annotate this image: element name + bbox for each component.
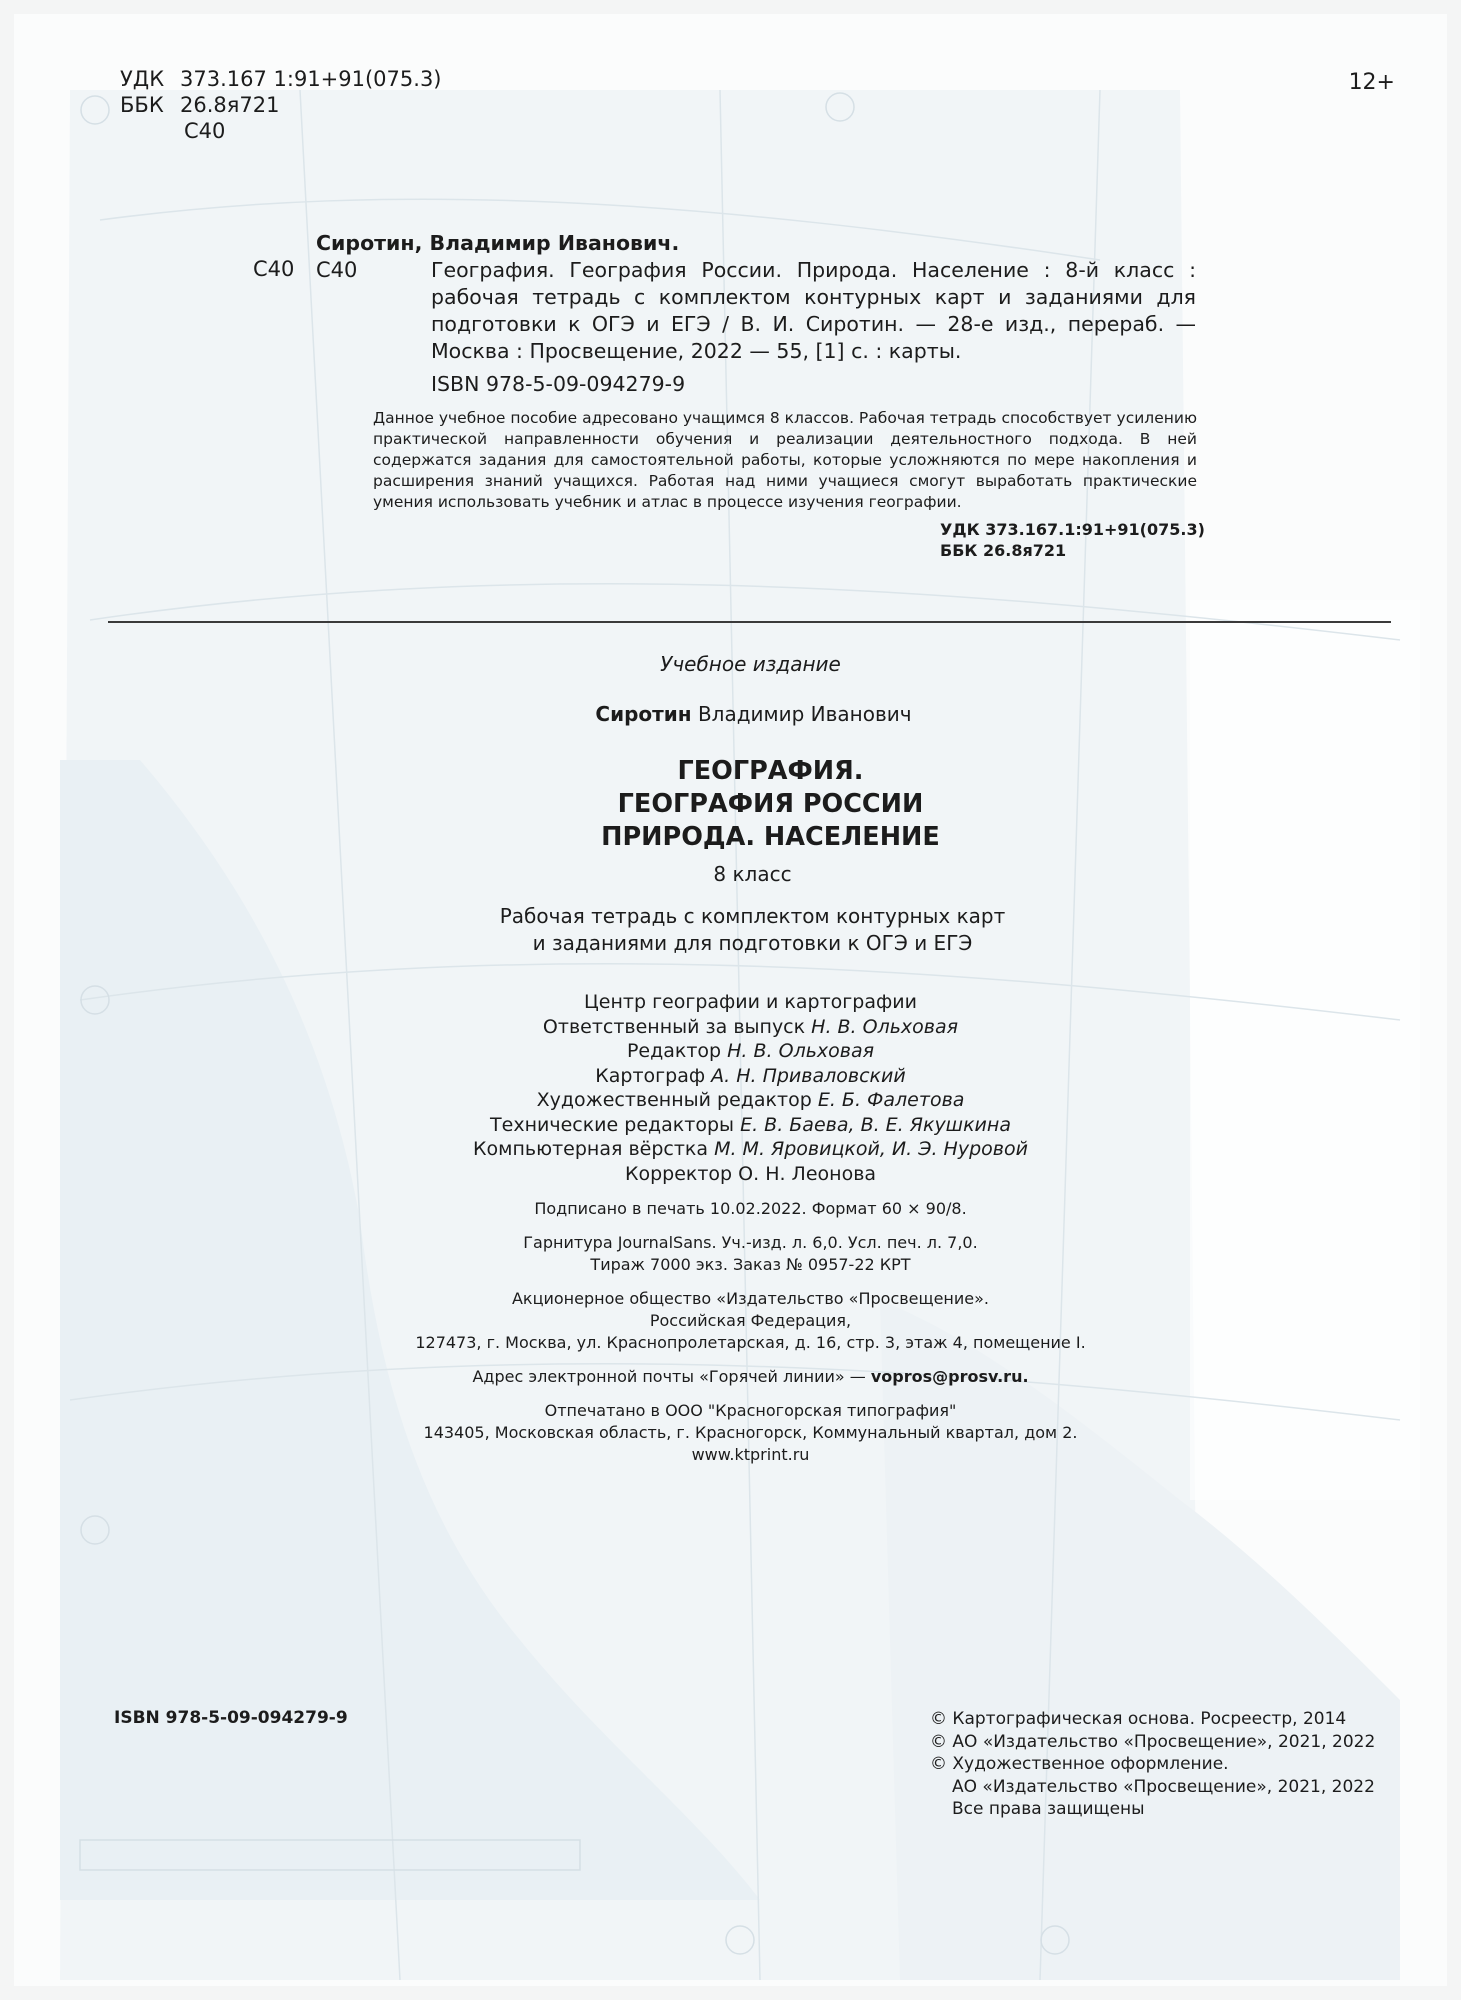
credit-cartographer-name: А. Н. Приваловский bbox=[711, 1064, 906, 1087]
print-publisher: Акционерное общество «Издательство «Просвещение». bbox=[511, 1289, 990, 1308]
print-hotline bbox=[20, 1366, 1461, 1388]
spacer bbox=[20, 1354, 1461, 1366]
title-line-3: ПРИРОДА. НАСЕЛЕНИЕ bbox=[601, 822, 940, 852]
credit-responsible-name: Н. В. Ольховая bbox=[811, 1015, 959, 1038]
annotation-text: Данное учебное пособие адресовано учащимся 8 классов. Рабочая тетрадь способствует усилению практической направленности обучения и реализации деятельностного подхода. В ней содержатся задания для самостоятельной работы, которые усложняются по мере накопления и расширения знаний учащихся. Работая над ними учащиеся смогут выработать практические умения использовать учебник и атлас в процессе изучения географии. bbox=[373, 409, 1197, 511]
credit-tech-editors bbox=[20, 1113, 1461, 1138]
print-signed: Подписано в печать 10.02.2022. Формат 60 × 90/8. bbox=[534, 1199, 967, 1218]
credit-tech-editors-label: Технические редакторы bbox=[490, 1113, 735, 1136]
print-printed-by: Отпечатано в ООО "Красногорская типография" bbox=[544, 1401, 957, 1420]
title-line-2: ГЕОГРАФИЯ РОССИИ bbox=[617, 789, 924, 819]
credit-layout-label: Компьютерная вёрстка bbox=[473, 1138, 709, 1160]
bbk-label: ББК bbox=[120, 93, 164, 117]
copyright-line-2: © АО «Издательство «Просвещение», 2021, 2022 bbox=[930, 1731, 1376, 1752]
author-sign: С40 bbox=[184, 119, 226, 143]
copyright-line-4: АО «Издательство «Просвещение», 2021, 2022 bbox=[952, 1776, 1375, 1797]
age-rating: 12+ bbox=[1348, 70, 1395, 95]
author-surname: Сиротин bbox=[595, 702, 692, 726]
credit-proofreader bbox=[20, 1162, 1461, 1187]
udk-value: 373.167 1:91+91(075.3) bbox=[180, 67, 442, 91]
print-info-block bbox=[0, 1198, 1461, 1466]
catalog-code-left: С40 bbox=[253, 257, 295, 281]
credits-block bbox=[0, 990, 1461, 1186]
credit-editor bbox=[20, 1039, 1461, 1064]
edition-author bbox=[0, 702, 1461, 726]
credit-layout-name: М. М. Яровицкой, И. Э. Нуровой bbox=[714, 1138, 1028, 1160]
record-description-block bbox=[316, 257, 1196, 398]
book-title bbox=[0, 755, 1461, 854]
record-author: Сиротин, Владимир Иванович. bbox=[316, 231, 680, 255]
credit-proofreader-name: О. Н. Леонова bbox=[738, 1162, 877, 1185]
record-catalog-code: С40 bbox=[316, 258, 358, 282]
print-country: Российская Федерация, bbox=[649, 1311, 852, 1330]
print-typeface: Гарнитура JournalSans. Уч.-изд. л. 6,0. Усл. печ. л. 7,0. bbox=[523, 1233, 978, 1252]
credit-proofreader-label: Корректор bbox=[624, 1162, 733, 1185]
credit-cartographer-label: Картограф bbox=[595, 1064, 706, 1087]
rights-reserved: Все права защищены bbox=[952, 1799, 1145, 1819]
print-run: Тираж 7000 экз. Заказ № 0957-22 КРТ bbox=[590, 1255, 911, 1274]
hotline-email-link[interactable]: vopros@prosv.ru. bbox=[870, 1367, 1029, 1386]
spacer bbox=[20, 1276, 1461, 1288]
record-isbn: ISBN 978-5-09-094279-9 bbox=[431, 372, 686, 396]
record-description: География. География России. Природа. Население : 8-й класс : рабочая тетрадь с комплектом контурных карт и заданиями для подготовки к ОГЭ и ЕГЭ / В. И. Сиротин. — 28-е изд., перераб. — Москва : Просвещение, 2022 — 55, [1] с. : карты. bbox=[431, 258, 1196, 363]
credit-tech-editors-name: Е. В. Баева, В. Е. Якушкина bbox=[740, 1113, 1011, 1136]
credit-responsible-label: Ответственный за выпуск bbox=[542, 1015, 806, 1038]
print-printer-address: 143405, Московская область, г. Красногорск, Коммунальный квартал, дом 2. bbox=[423, 1423, 1078, 1442]
annotation-codes bbox=[940, 519, 1205, 561]
print-printer-site-link[interactable]: www.ktprint.ru bbox=[691, 1445, 810, 1464]
copyright-block bbox=[930, 1708, 1375, 1821]
bibliographic-record bbox=[316, 230, 1196, 282]
credit-art-editor-name: Е. Б. Фалетова bbox=[817, 1089, 965, 1111]
hotline-label: Адрес электронной почты «Горячей линии» — bbox=[472, 1367, 866, 1386]
grade-label: 8 класс bbox=[713, 862, 792, 886]
annotation-udk: УДК 373.167.1:91+91(075.3) bbox=[940, 520, 1205, 539]
credit-art-editor-label: Художественный редактор bbox=[536, 1089, 812, 1111]
author-given-name: Владимир Иванович bbox=[697, 702, 912, 726]
copyright-line-3: © Художественное оформление. bbox=[930, 1754, 1229, 1774]
credit-center: Центр географии и картографии bbox=[584, 991, 917, 1013]
spacer bbox=[20, 1220, 1461, 1232]
classification-block bbox=[120, 66, 442, 144]
credit-editor-label: Редактор bbox=[626, 1040, 722, 1062]
udk-row bbox=[120, 66, 442, 92]
credit-editor-name: Н. В. Ольховая bbox=[727, 1040, 875, 1062]
copyright-line-1: © Картографическая основа. Росреестр, 2014 bbox=[930, 1709, 1347, 1729]
annotation-bbk: ББК 26.8я721 bbox=[940, 541, 1067, 560]
credit-layout bbox=[20, 1137, 1461, 1162]
print-address: 127473, г. Москва, ул. Краснопролетарская, д. 16, стр. 3, этаж 4, помещение I. bbox=[415, 1333, 1086, 1352]
title-line-1: ГЕОГРАФИЯ. bbox=[677, 756, 864, 786]
section-divider bbox=[108, 621, 1391, 623]
subtitle-line-2: и заданиями для подготовки к ОГЭ и ЕГЭ bbox=[532, 931, 973, 955]
spacer bbox=[20, 1388, 1461, 1400]
credit-responsible bbox=[20, 1015, 1461, 1040]
bbk-value: 26.8я721 bbox=[180, 93, 280, 117]
credit-art-editor bbox=[20, 1088, 1461, 1113]
edition-type: Учебное издание bbox=[660, 652, 841, 676]
book-subtitle bbox=[0, 903, 1461, 957]
subtitle-line-1: Рабочая тетрадь с комплектом контурных карт bbox=[499, 904, 1006, 928]
footer-isbn: ISBN 978-5-09-094279-9 bbox=[114, 1708, 348, 1728]
bbk-row bbox=[120, 92, 442, 118]
udk-label: УДК bbox=[120, 67, 165, 91]
credit-cartographer bbox=[20, 1064, 1461, 1089]
